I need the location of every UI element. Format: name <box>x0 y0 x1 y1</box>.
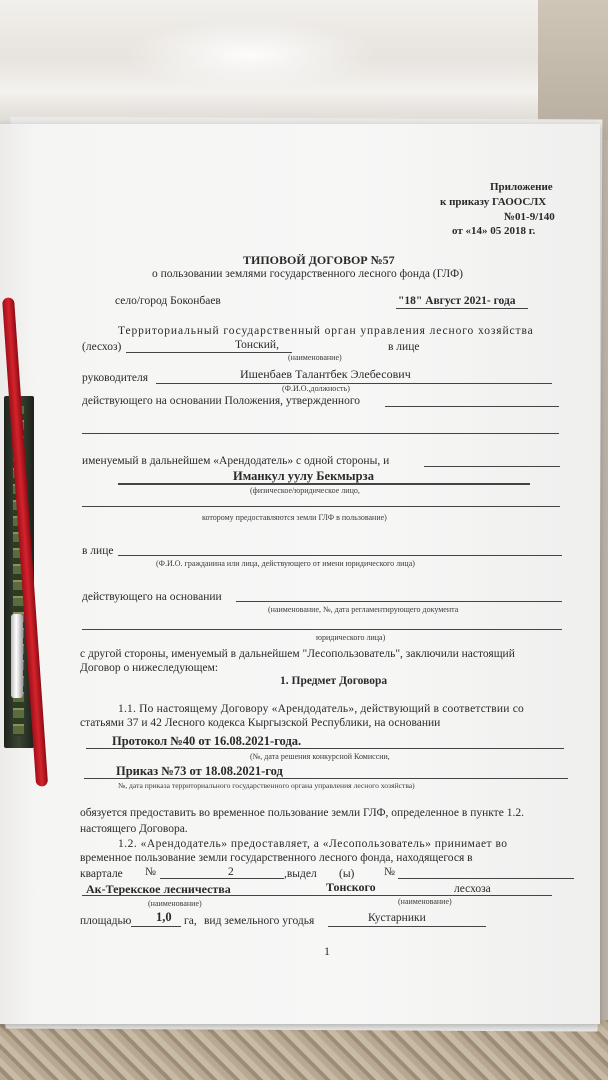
other-side-line-2: Договор о нижеследующем: <box>80 662 219 674</box>
date-underline <box>396 308 528 309</box>
blank-line-2 <box>82 506 560 507</box>
contract-title: ТИПОВОЙ ДОГОВОР №57 <box>243 253 395 267</box>
landlord-underline <box>424 466 560 467</box>
page-number: 1 <box>324 944 330 958</box>
allotment-s: (ы) <box>339 868 355 880</box>
leskhoz-word: лесхоза <box>454 883 491 895</box>
fio-hint-2: (Ф.И.О. гражданина или лица, действующего от имени юридического лица) <box>156 559 415 568</box>
quarter-no-sign: № <box>145 866 156 878</box>
basis-underline <box>385 406 559 407</box>
in-person-label-2: в лице <box>82 545 114 557</box>
name-hint: (наименование) <box>288 353 342 362</box>
area-value: 1,0 <box>156 910 172 924</box>
area-unit: га, <box>184 915 197 927</box>
appendix-label: Приложение <box>490 181 553 193</box>
party1-line: Территориальный государственный орган управления лесного хозяйства <box>118 325 534 337</box>
to-order-label: к приказу ГАООСЛХ <box>440 196 547 208</box>
in-person-underline <box>118 555 562 556</box>
leskhoz-value-2: Тонского <box>326 880 376 894</box>
head-label: руководителя <box>82 372 149 384</box>
forestry-value: Ак-Терекское лесничества <box>86 882 231 896</box>
reg-hint: (наименование, №, дата регламентирующего документа <box>268 605 459 614</box>
tenant-underline <box>118 483 530 485</box>
contract-subtitle: о пользовании землями государственного лесного фонда (ГЛФ) <box>152 268 463 280</box>
reg-hint-2: юридического лица) <box>316 633 386 642</box>
protocol-value: Протокол №40 от 16.08.2021-года. <box>112 734 302 748</box>
quarter-value: 2 <box>228 866 234 878</box>
other-side-line-1: с другой стороны, именуемый в дальнейшем "Лесопользователь", заключили настоящий <box>80 648 515 660</box>
fio-hint: (Ф.И.О.,должность) <box>282 384 350 393</box>
blank-line-1 <box>82 433 559 434</box>
tenant-hint-2: которому предоставляются земли ГЛФ в пользование) <box>202 513 387 522</box>
document-page <box>0 124 600 1024</box>
p11-line-1: 1.1. По настоящему Договору «Арендодатель», действующий в соответствии со <box>118 703 524 715</box>
quarter-underline <box>160 878 284 879</box>
acting-basis-2: действующего на основании <box>82 591 222 603</box>
head-underline <box>156 383 552 384</box>
landlord-line: именуемый в дальнейшем «Арендодатель» с одной стороны, и <box>82 455 390 467</box>
basis-underline-2 <box>236 601 562 602</box>
tenant-value: Иманкул уулу Бекмырза <box>233 469 374 483</box>
land-type-value: Кустарники <box>368 912 426 924</box>
blank-line-3 <box>82 629 562 630</box>
allotment-label: ,выдел <box>284 868 317 880</box>
allotment-underline <box>398 878 574 879</box>
head-value: Ишенбаев Талантбек Элебесович <box>240 367 411 381</box>
acting-basis: действующего на основании Положения, утвержденного <box>82 395 361 407</box>
name-hint-b: (наименование) <box>398 897 452 906</box>
section-heading: 1. Предмет Договора <box>280 675 388 687</box>
leskhoz-underline <box>126 352 292 353</box>
pen-cap <box>11 614 23 698</box>
order-number: №01-9/140 <box>504 211 555 223</box>
order-value: Приказ №73 от 18.08.2021-год <box>116 764 283 778</box>
land-type-underline <box>328 926 486 927</box>
land-type-label: вид земельного угодья <box>204 915 315 927</box>
p11-line-2: статьями 37 и 42 Лесного кодекса Кыргызской Республики, на основании <box>80 717 441 729</box>
protocol-underline <box>86 748 564 749</box>
place-label: село/город Боконбаев <box>115 295 221 307</box>
allotment-no-sign: № <box>384 866 395 878</box>
order-date: от «14» 05 2018 г. <box>452 225 536 237</box>
obligation-line-2: настоящего Договора. <box>80 823 188 835</box>
contract-date: "18" Август 2021- года <box>398 295 516 307</box>
tenant-hint: (физическое/юридическое лицо, <box>250 486 360 495</box>
p12-line-2: временное пользование земли государственного лесного фонда, находящегося в <box>80 852 473 864</box>
leskhoz-label: (лесхоз) <box>82 341 122 353</box>
plastic-background <box>0 0 608 130</box>
obligation-line-1: обязуется предоставить во временное пользование земли ГЛФ, определенное в пункте 1.2. <box>80 807 524 819</box>
name-hint-a: (наименование) <box>148 899 202 908</box>
protocol-hint: (№, дата решения конкурсной Комиссии, <box>250 752 390 761</box>
leskhoz-value: Тонский, <box>235 339 279 351</box>
p12-line-1: 1.2. «Арендодатель» предоставляет, а «Лесопользователь» принимает во <box>118 838 508 850</box>
order-underline <box>84 778 568 779</box>
quarter-label: квартале <box>80 868 123 880</box>
in-person-label: в лице <box>388 341 420 353</box>
area-underline <box>131 926 181 927</box>
area-label: площадью <box>80 915 132 927</box>
order-hint: №, дата приказа территориального государственного органа управления лесного хозяйства) <box>118 781 415 790</box>
